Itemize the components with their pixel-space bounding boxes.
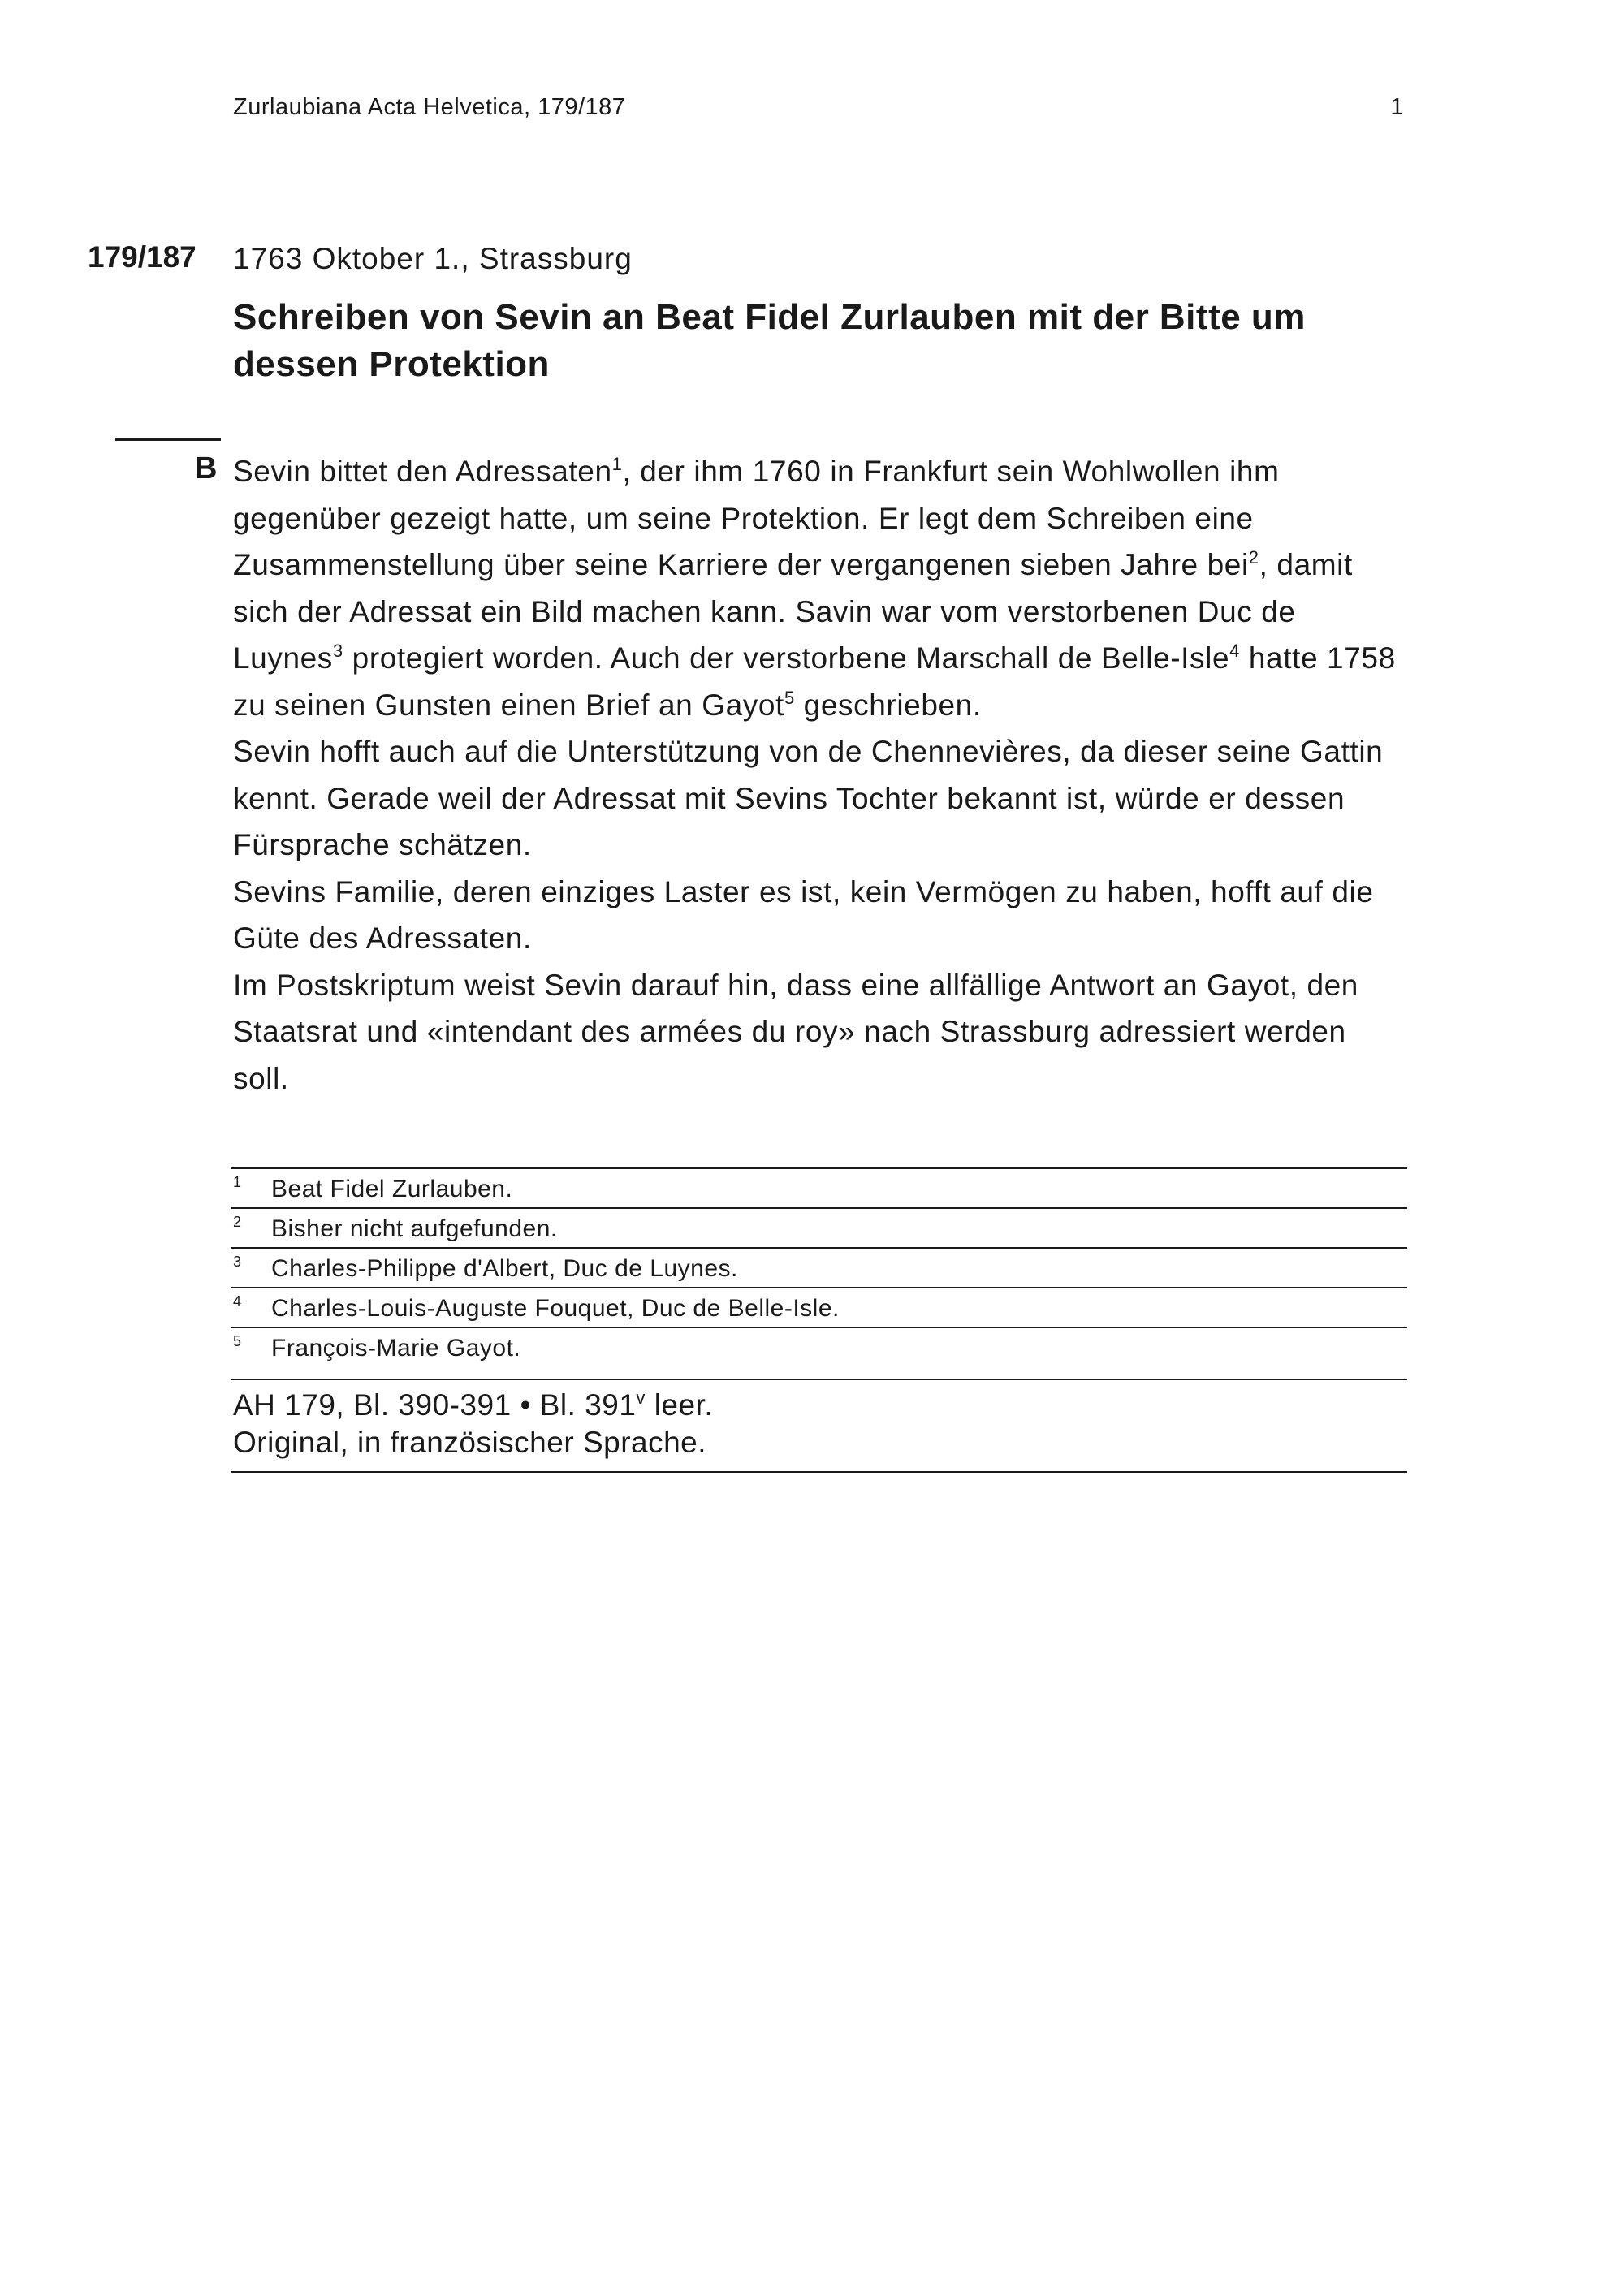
footnote <box>231 1247 1407 1287</box>
footnote-text: Charles-Philippe d'Albert, Duc de Luynes. <box>271 1255 738 1282</box>
text-run: , damit sich der Adressat ein Bild machen kann. Savin war vom verstorbenen Duc de Luynes <box>233 548 1353 675</box>
document-date-place: 1763 Oktober 1., Strassburg <box>233 242 633 275</box>
text-run: Sevin bittet den Adressaten <box>233 455 612 488</box>
footnote-number: 1 <box>233 1174 242 1190</box>
footnote-text: Bisher nicht aufgefunden. <box>271 1215 558 1242</box>
footnote-ref[interactable]: 4 <box>1229 641 1240 661</box>
summary-paragraph <box>233 448 1410 728</box>
footnote-number: 3 <box>233 1254 242 1270</box>
footnote-number: 4 <box>233 1293 242 1310</box>
footnote-text: Beat Fidel Zurlauben. <box>271 1176 513 1202</box>
text-run: hatte 1758 zu seinen Gunsten einen Brief an Gayot <box>233 641 1396 722</box>
section-marker: B <box>195 451 218 486</box>
section-rule <box>115 438 221 441</box>
footnote <box>231 1327 1407 1366</box>
footnote-text: Charles-Louis-Auguste Fouquet, Duc de Belle-Isle. <box>271 1295 840 1322</box>
document-title: Schreiben von Sevin an Beat Fidel Zurlauben mit der Bitte um dessen Protektion <box>233 297 1306 384</box>
summary-paragraph: Im Postskriptum weist Sevin darauf hin, dass eine allfällige Antwort an Gayot, den Staatsrat und «intendant des armées du roy» nach Strassburg adressiert werden soll. <box>233 968 1358 1095</box>
text-run: protegiert worden. Auch der verstorbene Marschall de Belle-Isle <box>343 641 1230 675</box>
footnote-ref[interactable]: 1 <box>611 454 623 474</box>
footnote-ref[interactable]: 3 <box>332 641 343 661</box>
footnote <box>231 1287 1407 1327</box>
page-number: 1 <box>1390 94 1404 120</box>
running-header-title: Zurlaubiana Acta Helvetica, 179/187 <box>233 94 626 120</box>
source-line-shelfmark <box>233 1387 1406 1424</box>
text-run: AH 179, Bl. 390-391 • Bl. 391 <box>233 1388 637 1422</box>
source-information <box>231 1379 1407 1473</box>
source-line-original: Original, in französischer Sprache. <box>233 1426 707 1459</box>
summary-text <box>233 448 1410 1102</box>
footnote-text: François-Marie Gayot. <box>271 1335 521 1362</box>
verso-mark: v <box>636 1388 646 1408</box>
footnote <box>231 1207 1407 1247</box>
summary-paragraph: Sevins Familie, deren einziges Laster es ist, kein Vermögen zu haben, hofft auf die Güte des Adressaten. <box>233 874 1374 955</box>
footnote <box>231 1167 1407 1207</box>
footnote-ref[interactable]: 2 <box>1248 547 1259 568</box>
text-run: , der ihm 1760 in Frankfurt sein Wohlwollen ihm gegenüber gezeigt hatte, um seine Protektion. Er legt dem Schreiben eine Zusammenstellung über seine Karriere der vergangenen sieben Jahre bei <box>233 455 1280 581</box>
document-number: 179/187 <box>88 240 197 274</box>
footnote-number: 2 <box>233 1214 242 1230</box>
summary-paragraph: Sevin hofft auch auf die Unterstützung von de Chennevières, da dieser seine Gattin kennt. Gerade weil der Adressat mit Sevins Tochter bekannt ist, würde er dessen Fürsprache schätzen. <box>233 735 1384 861</box>
text-run: leer. <box>645 1388 714 1422</box>
text-run: geschrieben. <box>794 688 982 722</box>
footnotes <box>231 1167 1407 1366</box>
footnote-number: 5 <box>233 1333 242 1349</box>
footnote-ref[interactable]: 5 <box>784 687 795 708</box>
